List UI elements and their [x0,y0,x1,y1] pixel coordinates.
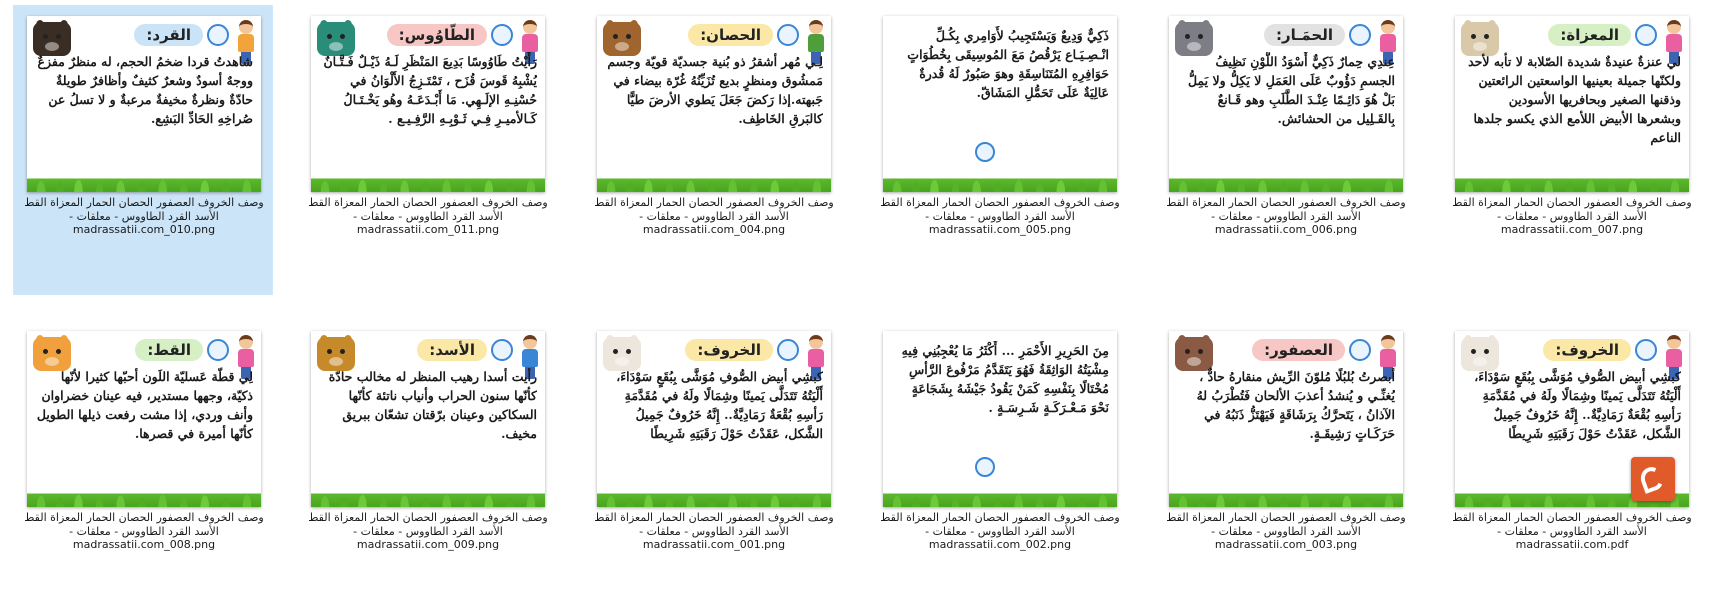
file-name-label[interactable] [588,196,840,237]
thumbnail-text: شاهدتُ قردا ضخمُ الحجم، له منظرٌ مفزعٌ ووجهٌ أسودٌ وشعرٌ كثيفٌ وأظافرٌ طويلةٌ حادّةٌ ونظرةٌ مخيفةٌ مرعبةٌ و لا تسلُ عن صُراخِهِ الحَادِّ البَشِع. [37,54,253,126]
file-thumbnail[interactable] [1169,331,1403,507]
site-logo-icon [975,457,995,477]
file-name-line: madrassatii.com_003.png [1214,538,1358,551]
file-tile[interactable] [1155,5,1415,295]
file-name-line: وصف الخروف العصفور الحصان الحمار المعزاة القط [1166,196,1406,209]
file-tile[interactable] [869,5,1129,295]
grass-decoration [883,477,1117,507]
thumbnail-title: القرد: [134,24,203,46]
grass-decoration [27,162,261,192]
site-logo-icon [777,339,799,361]
file-tile[interactable] [13,5,273,295]
file-name-line: وصف الخروف العصفور الحصان الحمار المعزاة القط [880,511,1120,524]
file-name-label[interactable] [18,511,270,552]
file-tile[interactable] [583,5,843,295]
file-name-line: وصف الخروف العصفور الحصان الحمار المعزاة القط [1452,511,1692,524]
file-thumbnail[interactable] [1169,16,1403,192]
peacock-icon [317,22,355,56]
file-name-label[interactable] [588,511,840,552]
thumbnail-text: رَأَيْتُ طَاوُوسًا بَدِيعَ المَنْظَرِ لَـهُ ذَيْـلٌ فَـتَّـانٌ يُشْبِهُ قَوسَ قُزَح ، تَمْتَـزِجُ الأَلْوَانُ في حُسْنِـهِ الإلَـهِي. مَا أَبْـدَعَـهُ وهُو يَخْـتَـالُ كَـالأميـرِ فِـي ثَـوْبِـهِ الرَّفِـيـع . [323,54,537,126]
file-tile[interactable] [297,320,557,610]
file-name-line: madrassatii.com.pdf [1515,538,1629,551]
thumbnail-text: لي عنزةٌ عنيدةٌ شديدة الصّلابة لا تأبه لأحد ولكنّها جميلة بعينيها الواسعتين الرائعتين وذقنها الصغير وبحافريها الأسودين وبشعرها الأبيض اللأمع الذي يكسو جلدها الناعم [1468,54,1681,145]
site-logo-icon [1635,339,1657,361]
thumbnail-text: لِي قطّة عَسليّة اللَون أحبّها كثيرا لأنّها ذكيّة، وجهها مستدير، فيه عينان خضراوان وأنف وردي، إذا مشت رفعت ذيلها الطويل كأنّها أميرة في قصرها. [36,369,253,441]
thumbnail-title: الخروف: [1543,339,1631,361]
site-logo-icon [1635,24,1657,46]
thumbnail-text: كبشِي أبيض الصُّوفِ مُوَشَّى بِبُقَعٍ سَوْدَاءَ، أَلْيَتُهُ تَتَدَلَّى يَمينًا وشِمَالًا ولَهُ في مُقَدَّمَةِ رَأسِهِ بُقْعَةٌ رَمَادِيَّةٌ.. إِنَّهُ خَرُوفٌ جَمِيلُ الشَّكل، عَقَدْتُ حَوْلَ رَقَبَتِهِ شَرِيطًا [616,369,823,441]
file-tile[interactable] [583,320,843,610]
file-name-line: وصف الخروف العصفور الحصان الحمار المعزاة القط [1166,511,1406,524]
sheep-icon [603,337,641,371]
file-name-line: - الأسد القرد الطاووس - معلقات [639,524,789,538]
file-name-line: وصف الخروف العصفور الحصان الحمار المعزاة القط [308,511,548,524]
file-name-line: madrassatii.com_005.png [928,223,1072,236]
site-logo-icon [491,24,513,46]
grass-decoration [1455,162,1689,192]
cat-icon [33,337,71,371]
thumbnail-title: العصفور: [1252,339,1345,361]
file-name-line: madrassatii.com_009.png [356,538,500,551]
thumbnail-text: مِنَ الحَرِيرِ الأَحْمَرِ ... أَكْثَرُ مَا يُعْجِبُنِي فِيهِ مِشْيَتُهُ الوَاثِقَةُ فَهُوَ يَتَقَدَّمُ مَرْفُوعَ الرَّأسِ مُخْتَالًا بِنَفْسِهِ كَمَنْ يَقُودُ جَيْشَهُ بِشَجَاعَةٍ نَحْوَ مَـعْـرَكَـةٍ شَـرِسَـةٍ . [901,343,1109,415]
site-logo-icon [207,339,229,361]
file-name-line: madrassatii.com_011.png [356,223,500,236]
file-tile[interactable] [1441,5,1701,295]
file-name-line: وصف الخروف العصفور الحصان الحمار المعزاة القط [24,196,264,209]
grass-decoration [1169,162,1403,192]
pdf-file-icon [1631,457,1675,501]
file-name-label[interactable] [1160,196,1412,237]
thumbnail-title: الأسد: [417,339,487,361]
file-thumbnail[interactable] [27,16,261,192]
file-name-line: madrassatii.com_002.png [928,538,1072,551]
site-logo-icon [1349,339,1371,361]
thumbnail-text: كبشِي أبيض الصُّوفِ مُوَشَّى بِبُقَعٍ سَوْدَاءَ، أَلْيَتُهُ تَتَدَلَّى يَمينًا وشِمَالًا ولَهُ في مُقَدَّمَةِ رَأسِهِ بُقْعَةٌ رَمَادِيَّةٌ.. إِنَّهُ خَرُوفٌ جَمِيلٌ الشَّكل، عَقَدْتُ حَوْلَ رَقَبَتِهِ شَرِيطًا [1474,369,1681,441]
file-thumbnail[interactable] [1455,331,1689,507]
file-name-line: madrassatii.com_010.png [72,223,216,236]
grass-decoration [311,162,545,192]
file-name-line: وصف الخروف العصفور الحصان الحمار المعزاة القط [594,196,834,209]
file-thumbnail[interactable] [883,16,1117,192]
file-name-line: وصف الخروف العصفور الحصان الحمار المعزاة القط [594,511,834,524]
thumbnail-title: الخروف: [685,339,773,361]
thumbnail-text: لِـي مُهر أشقرُ ذو بُنية جسديّة قويّة وجسم مَمشُوق ومنظرٍ بديع تُزَيِّنُهُ غُرّة بيضاء في جَبهته.إذا رَكضَ جَعَلَ يَطوي الأرضَ طيًّا كالبَرقِ الخَاطِف. [607,54,823,126]
file-name-line: وصف الخروف العصفور الحصان الحمار المعزاة القط [880,196,1120,209]
file-name-line: madrassatii.com_006.png [1214,223,1358,236]
file-name-label[interactable] [1160,511,1412,552]
thumbnail-title: المعزاة: [1548,24,1631,46]
monkey-icon [33,22,71,56]
file-thumbnail[interactable] [311,16,545,192]
sheep-icon [1461,337,1499,371]
file-name-line: - الأسد القرد الطاووس - معلقات [353,524,503,538]
thumbnail-title: الحمَـار: [1264,24,1345,46]
goat-icon [1461,22,1499,56]
file-tile[interactable] [869,320,1129,610]
file-tile[interactable] [13,320,273,610]
bird-icon [1175,337,1213,371]
donkey-icon [1175,22,1213,56]
site-logo-icon [1349,24,1371,46]
grass-decoration [597,477,831,507]
file-name-line: وصف الخروف العصفور الحصان الحمار المعزاة القط [24,511,264,524]
thumbnail-title: الحصان: [688,24,773,46]
grass-decoration [27,477,261,507]
file-name-line: - الأسد القرد الطاووس - معلقات [1497,209,1647,223]
file-name-line: وصف الخروف العصفور الحصان الحمار المعزاة القط [1452,196,1692,209]
file-name-label[interactable] [874,511,1126,552]
file-name-line: - الأسد القرد الطاووس - معلقات [639,209,789,223]
site-logo-icon [777,24,799,46]
file-name-line: - الأسد القرد الطاووس - معلقات [69,209,219,223]
file-tile[interactable] [297,5,557,295]
file-thumbnail[interactable] [311,331,545,507]
grass-decoration [311,477,545,507]
file-name-line: madrassatii.com_004.png [642,223,786,236]
file-name-line: - الأسد القرد الطاووس - معلقات [925,209,1075,223]
file-thumbnail[interactable] [597,16,831,192]
file-name-line: - الأسد القرد الطاووس - معلقات [1497,524,1647,538]
thumbnail-text: أبصرتُ بُلبُلًا مُلوّنَ الرِّيش منقارهُ حادٌّ ، يُغنِّـي و يُنشدُ أعذبَ الألحان فَتُطْرَبُ لهُ الآذانُ ، يَتَحرَّكُ بِرَشَاقَةٍ فَيَهْتَزُّ ذَنَبُهُ في حَرَكَـاتٍ رَشِيقَـةٍ. [1196,369,1395,441]
thumbnail-text: رأيت أسدا رهيب المنظر له مخالب حادّة كأنّها سنون الحراب وأنياب ناتئة كأنّها السكاكين وعينان برّقتان تشعّان ببريق مخيف. [328,369,537,441]
thumbnail-text: ذَكِيٌّ وَدِيعٌ وَيَسْتَجِيبُ لأَوَامِري بِكُـلِّ انْـصِـيَـاع يَرْقُصُ مَعَ المُوسِيقَى بِخُطُوَاتٍ حَوَافِرِهِ المُتَنَاسِقَةِ وهوَ صَبُورٌ لَهُ قُدرةٌ عَالِيَةٌ عَلَى تَحَمُّلِ المَشَاقّ. [907,28,1109,100]
file-tile[interactable] [1155,320,1415,610]
file-thumbnail[interactable] [597,331,831,507]
thumbnail-title: القط: [135,339,203,361]
site-logo-icon [207,24,229,46]
file-name-label[interactable] [302,511,554,552]
site-logo-icon [975,142,995,162]
thumbnail-text: عِندِي حِمارٌ ذَكِيٌّ أَسْوَدُ اللَّوْنِ نَظِيفُ الجسمِ دَؤُوبٌ عَلَى العَمَلِ لا يَكِلُّ ولا يَمِلُّ بَلْ هُوَ دَائِـمًا عِنْـدَ الطَّلَبِ وهو قَـانعٌ بِالقَـلِيل من الحشائش. [1187,54,1395,126]
file-name-line: madrassatii.com_008.png [72,538,216,551]
file-thumbnail[interactable] [883,331,1117,507]
file-name-label[interactable] [1446,196,1698,237]
grass-decoration [597,162,831,192]
grass-decoration [883,162,1117,192]
file-name-line: madrassatii.com_007.png [1500,223,1644,236]
file-name-line: - الأسد القرد الطاووس - معلقات [1211,209,1361,223]
thumbnail-title: الطّاوُوس: [387,24,487,46]
lion-icon [317,337,355,371]
file-name-line: madrassatii.com_001.png [642,538,786,551]
file-name-line: وصف الخروف العصفور الحصان الحمار المعزاة القط [308,196,548,209]
file-name-line: - الأسد القرد الطاووس - معلقات [353,209,503,223]
file-name-label[interactable] [1446,511,1698,552]
file-name-label[interactable] [302,196,554,237]
file-tile[interactable] [1441,320,1701,610]
file-name-line: - الأسد القرد الطاووس - معلقات [925,524,1075,538]
file-thumbnail[interactable] [27,331,261,507]
file-name-line: - الأسد القرد الطاووس - معلقات [1211,524,1361,538]
file-name-label[interactable] [18,196,270,237]
horse-icon [603,22,641,56]
grass-decoration [1169,477,1403,507]
file-name-label[interactable] [874,196,1126,237]
file-name-line: - الأسد القرد الطاووس - معلقات [69,524,219,538]
site-logo-icon [491,339,513,361]
file-thumbnail[interactable] [1455,16,1689,192]
